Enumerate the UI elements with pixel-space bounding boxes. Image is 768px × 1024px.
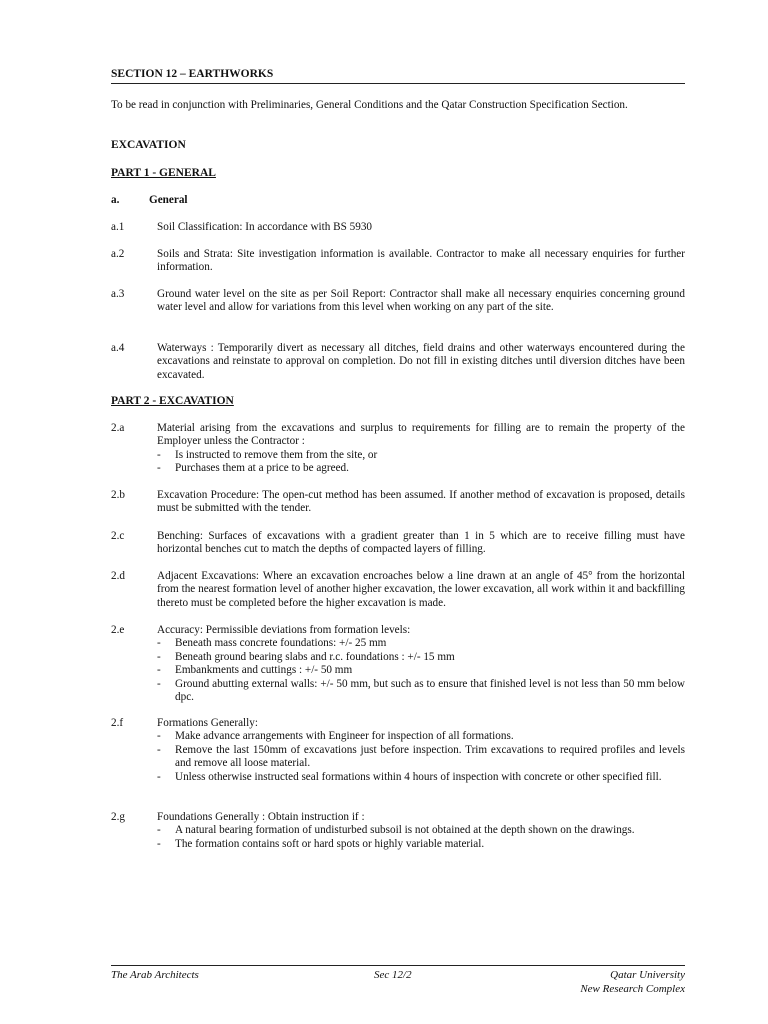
clause-a1 (111, 221, 685, 234)
clause-2d (111, 570, 685, 610)
clause-number: a.2 (111, 248, 125, 260)
heading-excavation: EXCAVATION (111, 139, 186, 151)
clause-a4 (111, 342, 685, 382)
section-title: SECTION 12 – EARTHWORKS (111, 68, 274, 80)
clause-a3 (111, 288, 685, 315)
bullet-item: - Embankments and cuttings : +/- 50 mm (157, 664, 353, 677)
clause-number: 2.f (111, 717, 124, 729)
clause-text: Ground water level on the site as per Soil Report: Contractor shall make all necessary enquiries concerning ground water level and allow for variations from this level when working on any part of the site. (157, 288, 685, 314)
bullet-item: - Purchases them at a price to be agreed. (157, 462, 349, 475)
footer-client: Qatar University (610, 969, 685, 981)
clause-2e (111, 624, 685, 704)
bullet-item: - Ground abutting external walls: +/- 50 mm, but such as to ensure that finished level is not less than 50 mm below dpc. (157, 677, 685, 704)
footer-rule (111, 965, 685, 966)
bullet-item: - The formation contains soft or hard spots or highly variable material. (157, 837, 485, 850)
clause-text: Soil Classification: In accordance with BS 5930 (157, 221, 373, 233)
bullet-item: - Make advance arrangements with Engineer for inspection of all formations. (157, 730, 514, 743)
clause-number: 2.b (111, 489, 125, 501)
clause-number: a.1 (111, 221, 125, 233)
clause-number: 2.d (111, 570, 125, 582)
clause-number: a.4 (111, 342, 125, 354)
bullet-item: - Unless otherwise instructed seal formations within 4 hours of inspection with concrete or other specified fill. (157, 770, 662, 783)
title-rule (111, 83, 685, 84)
clause-text: Foundations Generally : Obtain instruction if : (157, 811, 365, 823)
clause-number: 2.a (111, 422, 125, 434)
clause-text: Accuracy: Permissible deviations from formation levels: (157, 624, 411, 636)
clause-2g (111, 811, 685, 851)
clause-2f (111, 717, 685, 784)
footer-project (580, 968, 685, 996)
document-page (111, 0, 685, 1024)
bullet-item: - A natural bearing formation of undisturbed subsoil is not obtained at the depth shown on the drawings. (157, 824, 635, 837)
part1-heading: PART 1 - GENERAL (111, 167, 216, 179)
clause-text: Formations Generally: (157, 717, 258, 729)
bullet-item: - Remove the last 150mm of excavations just before inspection. Trim excavations to required profiles and levels and remove all loose material. (157, 743, 685, 770)
footer-page-ref: Sec 12/2 (374, 969, 412, 981)
clause-number: 2.g (111, 811, 125, 823)
subsection-general (111, 194, 188, 206)
clause-number: 2.c (111, 530, 125, 542)
clause-a2 (111, 248, 685, 275)
clause-text: Excavation Procedure: The open-cut method has been assumed. If another method of excavation is proposed, details must be submitted with the tender. (157, 489, 685, 515)
bullet-item: - Beneath ground bearing slabs and r.c. foundations : +/- 15 mm (157, 650, 455, 663)
clause-text: Material arising from the excavations and surplus to requirements for filling are to remain the property of the Employer unless the Contractor : (157, 422, 685, 448)
clause-text: Soils and Strata: Site investigation information is available. Contractor to make all necessary enquiries for further information. (157, 248, 685, 274)
clause-2b (111, 489, 685, 516)
bullet-item: - Beneath mass concrete foundations: +/- 25 mm (157, 637, 387, 650)
clause-2c (111, 530, 685, 557)
footer-project-name: New Research Complex (580, 983, 685, 995)
bullet-item: - Is instructed to remove them from the site, or (157, 448, 378, 461)
clause-text: Waterways : Temporarily divert as necessary all ditches, field drains and other waterways encountered during the excavations and reinstate to approval on completion. Do not fill in existing ditches until diversion ditches have been excavated. (157, 342, 685, 381)
subsection-title: General (149, 194, 188, 206)
clause-number: a.3 (111, 288, 125, 300)
intro-paragraph: To be read in conjunction with Preliminaries, General Conditions and the Qatar Construction Specification Section. (111, 99, 628, 111)
part2-heading: PART 2 - EXCAVATION (111, 395, 234, 407)
footer-author: The Arab Architects (111, 969, 199, 981)
clause-text: Adjacent Excavations: Where an excavation encroaches below a line drawn at an angle of 45° from the horizontal from the nearest formation level of another higher excavation, the lower excavation, all work within it and backfilling thereto must be completed before the higher excavation is made. (157, 570, 685, 609)
clause-text: Benching: Surfaces of excavations with a gradient greater than 1 in 5 which are to receive filling must have horizontal benches cut to match the depths of compacted layers of filling. (157, 530, 685, 556)
clause-number: 2.e (111, 624, 125, 636)
subsection-label: a. (111, 194, 120, 206)
clause-2a (111, 422, 685, 476)
